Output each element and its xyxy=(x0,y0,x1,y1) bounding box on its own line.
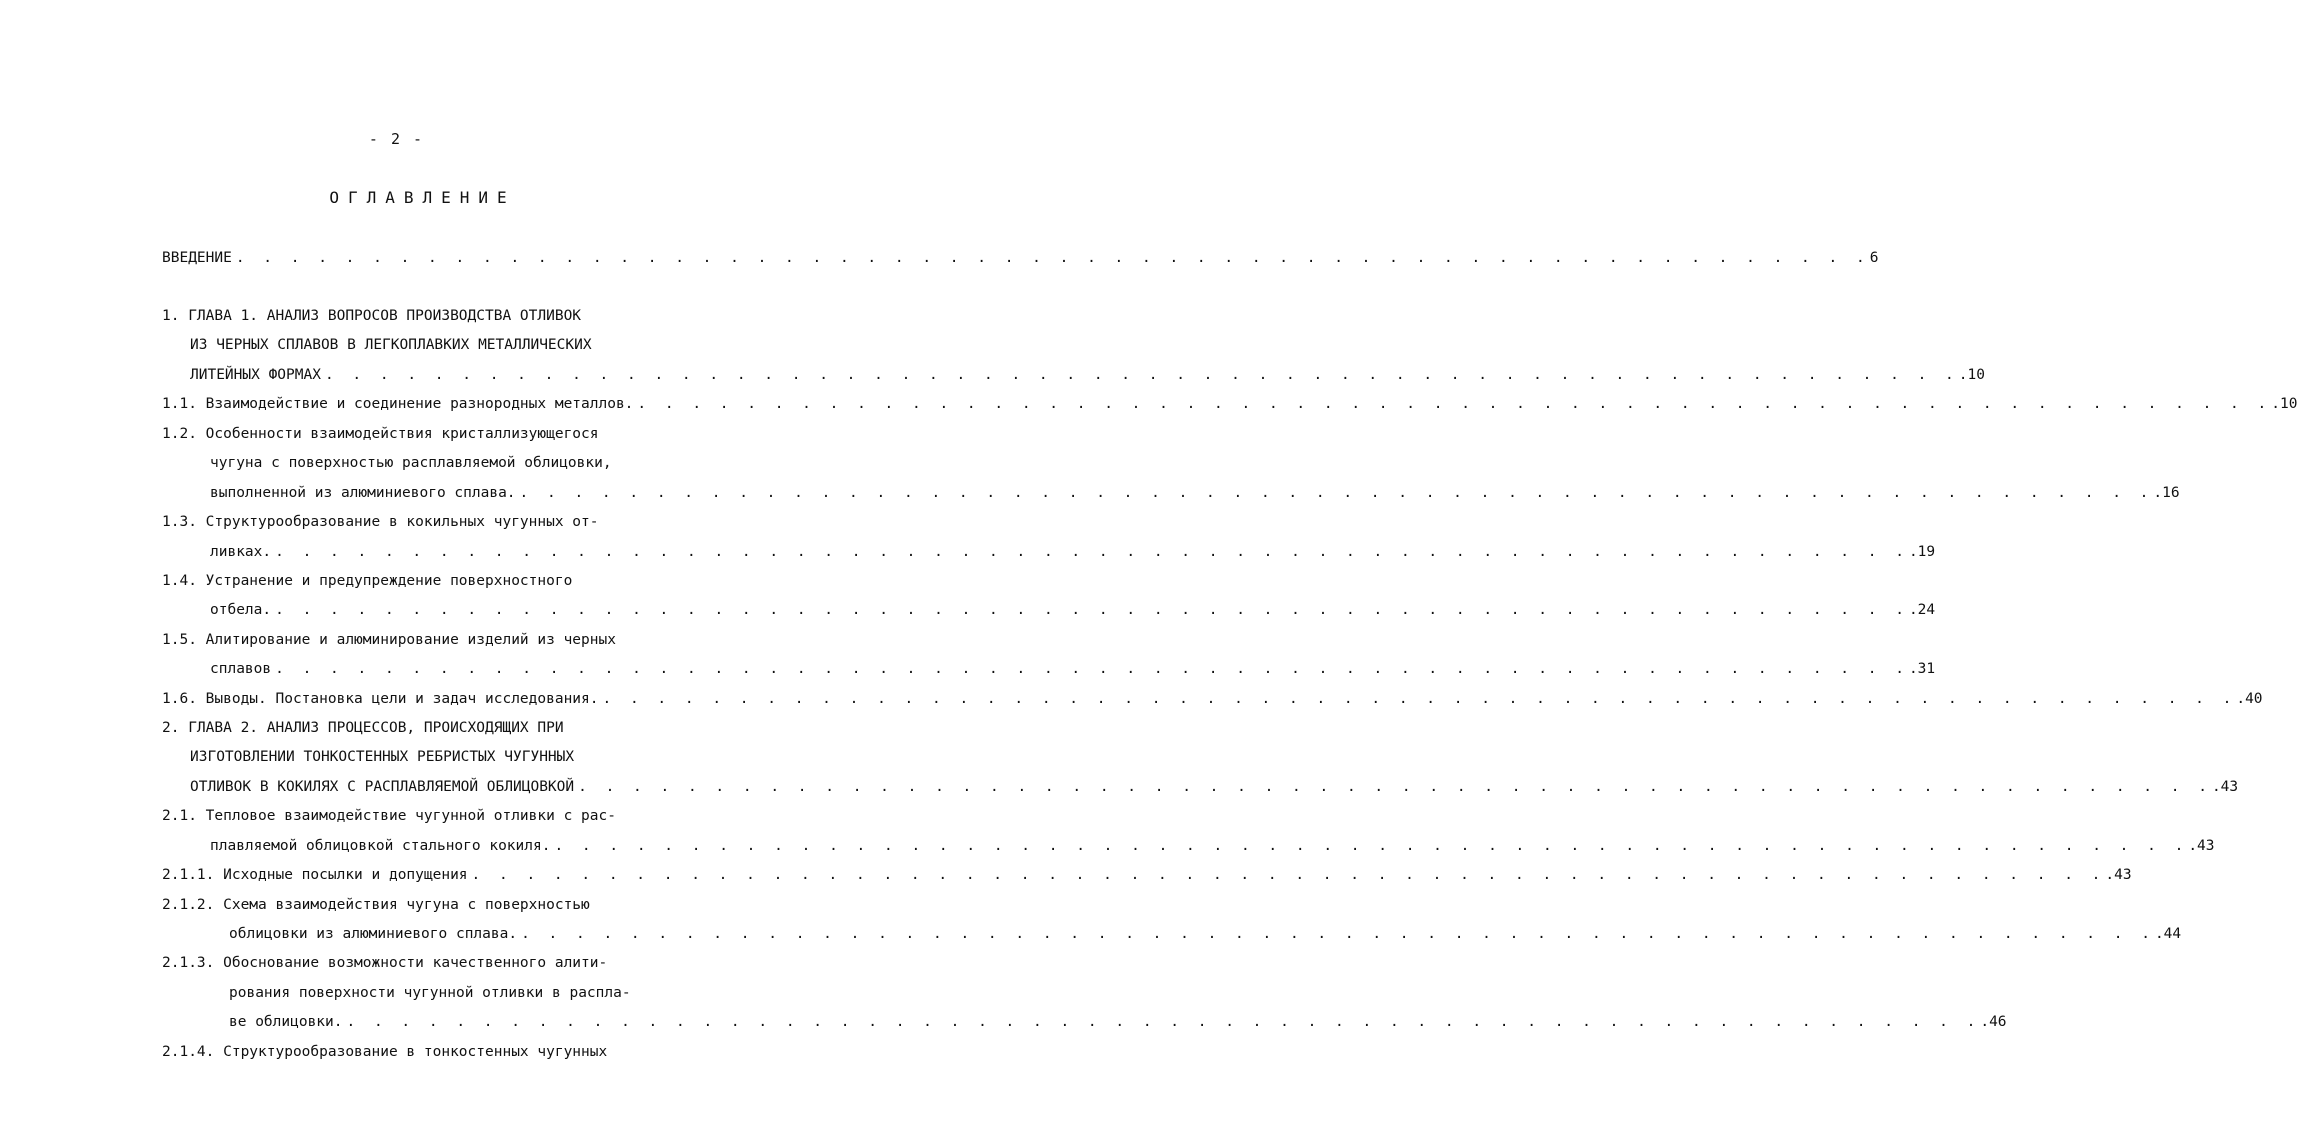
toc-heading: ОГЛАВЛЕНИЕ xyxy=(329,188,516,207)
toc-page-number: .24 xyxy=(1908,602,1936,618)
dot-leader: . . . . . . . . . . . . . . . . . . . . . . . . . . . . . . . . . . . . . . . . . . . . . . . . . . . . . . . . . . . . xyxy=(602,691,2237,707)
toc-page-number: .10 xyxy=(2271,396,2297,412)
toc-entry-chapter-1-line-3 xyxy=(190,363,1985,387)
toc-entry-2-1-3-line-3 xyxy=(229,1010,2007,1034)
toc-entry-1-3-line-1: 1.3. Структурообразование в кокильных чугунных от- xyxy=(162,514,599,530)
toc-entry-chapter-1-line-2: ИЗ ЧЕРНЫХ СПЛАВОВ В ЛЕГКОПЛАВКИХ МЕТАЛЛИЧЕСКИХ xyxy=(190,337,592,353)
toc-page-number: .19 xyxy=(1908,544,1936,560)
toc-entry-2-1-2-line-2 xyxy=(229,922,2182,946)
toc-entry-title: сплавов xyxy=(210,661,272,677)
toc-entry-2-1-3-line-1: 2.1.3. Обоснование возможности качественного алити- xyxy=(162,955,608,971)
toc-entry-1-2-line-2: чугуна с поверхностью расплавляемой облицовки, xyxy=(210,455,612,471)
toc-page-number: .40 xyxy=(2236,691,2263,707)
dot-leader: . . . . . . . . . . . . . . . . . . . . . . . . . . . . . . . . . . . . . . . . . . . . . . . . . . . . . . . . . . . . xyxy=(346,1014,1981,1030)
toc-page-number: .43 xyxy=(2188,838,2215,854)
toc-entry-chapter-2-line-2: ИЗГОТОВЛЕНИИ ТОНКОСТЕННЫХ РЕБРИСТЫХ ЧУГУННЫХ xyxy=(190,749,575,765)
toc-page-number: 6 xyxy=(1869,250,1879,266)
toc-entry-title: 1.6. Выводы. Постановка цели и задач исследования. xyxy=(162,691,599,707)
toc-page-number: .10 xyxy=(1958,367,1985,383)
dot-leader: . . . . . . . . . . . . . . . . . . . . . . . . . . . . . . . . . . . . . . . . . . . . . . . . . . . . . . . . . . . . xyxy=(235,250,1870,266)
dot-leader: . . . . . . . . . . . . . . . . . . . . . . . . . . . . . . . . . . . . . . . . . . . . . . . . . . . . . . . . . . . . xyxy=(324,367,1959,383)
toc-entry-title: ОТЛИВОК В КОКИЛЯХ С РАСПЛАВЛЯЕМОЙ ОБЛИЦОВКОЙ xyxy=(190,779,575,795)
toc-entry-1-5-line-2 xyxy=(210,657,1936,681)
toc-entry-title: ве облицовки. xyxy=(229,1014,343,1030)
toc-page-number: .43 xyxy=(2211,779,2239,795)
toc-entry-2-1-2-line-1: 2.1.2. Схема взаимодействия чугуна с поверхностью xyxy=(162,897,590,913)
dot-leader: . . . . . . . . . . . . . . . . . . . . . . . . . . . . . . . . . . . . . . . . . . . . . . . . . . . . . . . . . . . . xyxy=(471,867,2106,883)
dot-leader: . . . . . . . . . . . . . . . . . . . . . . . . . . . . . . . . . . . . . . . . . . . . . . . . . . . . . . . . . . . . xyxy=(554,838,2189,854)
toc-page-number: .31 xyxy=(1908,661,1936,677)
toc-entry-1-6 xyxy=(162,687,2263,711)
toc-entry-title: 1.1. Взаимодействие и соединение разнородных металлов. xyxy=(162,396,634,412)
toc-page-number: .16 xyxy=(2153,485,2180,501)
toc-entry-title: плавляемой облицовкой стального кокиля. xyxy=(210,838,551,854)
dot-leader: . . . . . . . . . . . . . . . . . . . . . . . . . . . . . . . . . . . . . . . . . . . . . . . . . . . . . . . . . . . . xyxy=(519,485,2154,501)
toc-entry-chapter-2-line-1: 2. ГЛАВА 2. АНАЛИЗ ПРОЦЕССОВ, ПРОИСХОДЯЩИХ ПРИ xyxy=(162,720,564,736)
toc-entry-intro xyxy=(162,246,1879,270)
toc-entry-title: отбела. xyxy=(210,602,272,618)
dot-leader: . . . . . . . . . . . . . . . . . . . . . . . . . . . . . . . . . . . . . . . . . . . . . . . . . . . . . . . . . . . . xyxy=(578,779,2212,795)
toc-entry-1-1 xyxy=(162,392,2297,416)
dot-leader: . . . . . . . . . . . . . . . . . . . . . . . . . . . . . . . . . . . . . . . . . . . . . . . . . . . . . . . . . . . . xyxy=(275,602,1909,618)
toc-entry-title: ВВЕДЕНИЕ xyxy=(162,250,232,266)
toc-entry-chapter-2-line-3 xyxy=(190,775,2239,799)
toc-entry-2-1-3-line-2: рования поверхности чугунной отливки в распла- xyxy=(229,985,631,1001)
toc-entry-1-3-line-2 xyxy=(210,540,1936,564)
toc-entry-1-2-line-3 xyxy=(210,481,2180,505)
toc-entry-1-4-line-2 xyxy=(210,598,1936,622)
dot-leader: . . . . . . . . . . . . . . . . . . . . . . . . . . . . . . . . . . . . . . . . . . . . . . . . . . . . . . . . . . . . xyxy=(637,396,2272,412)
toc-entry-title: облицовки из алюминиевого сплава. xyxy=(229,926,518,942)
toc-entry-2-1-line-1: 2.1. Тепловое взаимодействие чугунной отливки с рас- xyxy=(162,808,616,824)
toc-entry-1-5-line-1: 1.5. Алитирование и алюминирование изделий из черных xyxy=(162,632,616,648)
toc-entry-1-4-line-1: 1.4. Устранение и предупреждение поверхностного xyxy=(162,573,573,589)
toc-entry-2-1-line-2 xyxy=(210,834,2215,858)
toc-page-number: .44 xyxy=(2154,926,2182,942)
dot-leader: . . . . . . . . . . . . . . . . . . . . . . . . . . . . . . . . . . . . . . . . . . . . . . . . . . . . . . . . . . . . xyxy=(275,544,1909,560)
toc-entry-chapter-1-line-1: 1. ГЛАВА 1. АНАЛИЗ ВОПРОСОВ ПРОИЗВОДСТВА ОТЛИВОК xyxy=(162,308,582,324)
toc-entry-title: выполненной из алюминиевого сплава. xyxy=(210,485,516,501)
toc-page-number: .43 xyxy=(2105,867,2132,883)
page-number: - 2 - xyxy=(368,130,425,148)
dot-leader: . . . . . . . . . . . . . . . . . . . . . . . . . . . . . . . . . . . . . . . . . . . . . . . . . . . . . . . . . . . . xyxy=(521,926,2155,942)
toc-entry-2-1-1 xyxy=(162,863,2132,887)
toc-entry-title: 2.1.1. Исходные посылки и допущения xyxy=(162,867,468,883)
dot-leader: . . . . . . . . . . . . . . . . . . . . . . . . . . . . . . . . . . . . . . . . . . . . . . . . . . . . . . . . . . . . xyxy=(275,661,1909,677)
toc-entry-title: ЛИТЕЙНЫХ ФОРМАХ xyxy=(190,367,321,383)
toc-entry-1-2-line-1: 1.2. Особенности взаимодействия кристаллизующегося xyxy=(162,426,599,442)
toc-page-number: .46 xyxy=(1980,1014,2007,1030)
toc-entry-2-1-4-line-1: 2.1.4. Структурообразование в тонкостенных чугунных xyxy=(162,1044,608,1060)
toc-entry-title: ливках. xyxy=(210,544,272,560)
